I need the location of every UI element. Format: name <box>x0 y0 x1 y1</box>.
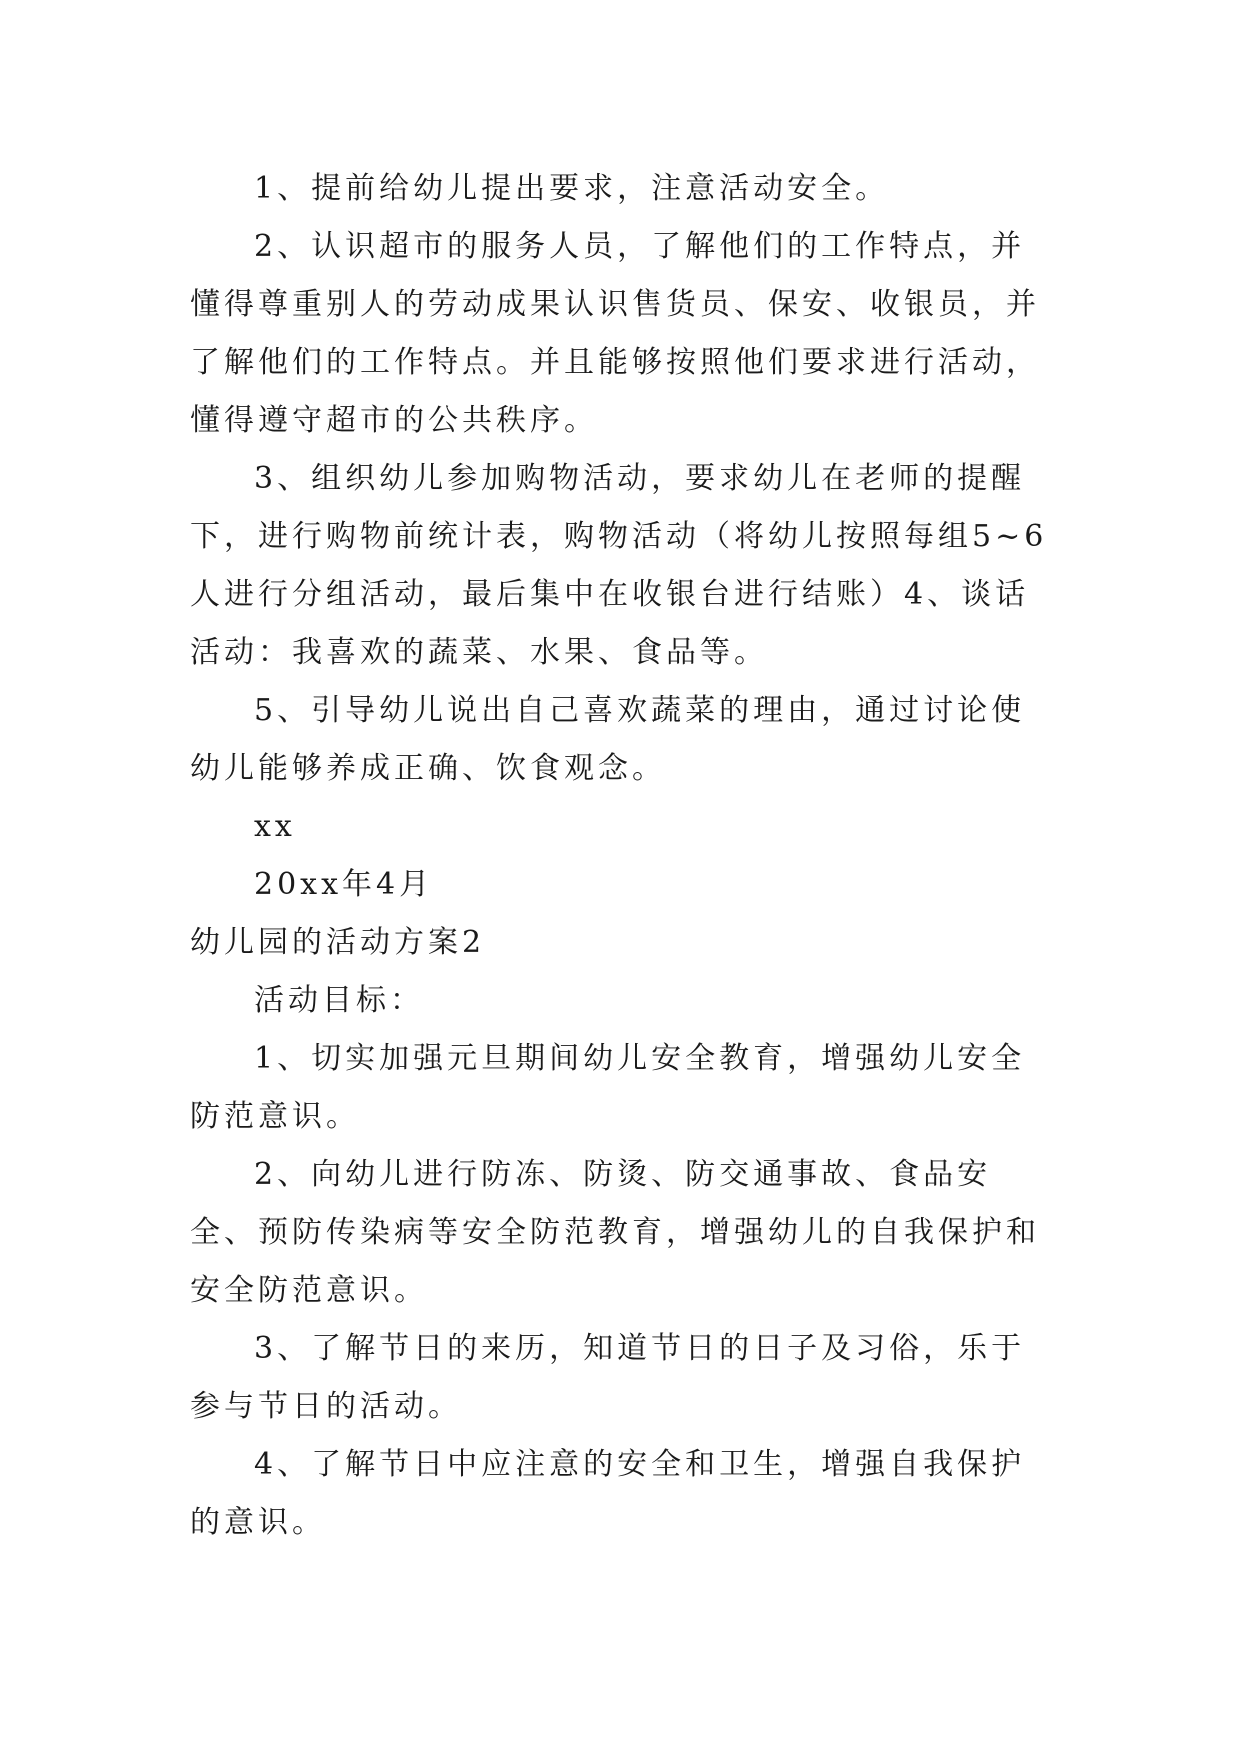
paragraph-vegetable-reasons: 5、引导幼儿说出自己喜欢蔬菜的理由，通过讨论使幼儿能够养成正确、饮食观念。 <box>190 693 1026 786</box>
goal-item: 3、了解节日的来历，知道节日的日子及习俗，乐于参与节日的活动。 <box>190 1331 1026 1424</box>
document-body <box>190 160 1050 1552</box>
goals-heading: 活动目标： <box>254 983 424 1018</box>
signature-name: xx <box>254 809 296 844</box>
section-title: 幼儿园的活动方案2 <box>190 925 486 960</box>
paragraph-shopping-activity: 3、组织幼儿参加购物活动，要求幼儿在老师的提醒下，进行购物前统计表，购物活动（将幼儿按照每组5~6人进行分组活动，最后集中在收银台进行结账）4、谈话活动：我喜欢的蔬菜、水果、食品等。 <box>190 461 1048 670</box>
signature-date: 20xx年4月 <box>254 867 434 902</box>
goal-item: 1、切实加强元旦期间幼儿安全教育，增强幼儿安全防范意识。 <box>190 1041 1026 1134</box>
paragraph-supermarket-staff: 2、认识超市的服务人员，了解他们的工作特点，并懂得尊重别人的劳动成果认识售货员、保安、收银员，并了解他们的工作特点。并且能够按照他们要求进行活动，懂得遵守超市的公共秩序。 <box>190 229 1040 438</box>
goal-item: 4、了解节日中应注意的安全和卫生，增强自我保护的意识。 <box>190 1447 1026 1540</box>
paragraph-requirement-safety: 1、提前给幼儿提出要求，注意活动安全。 <box>254 171 890 206</box>
goal-item: 2、向幼儿进行防冻、防烫、防交通事故、食品安全、预防传染病等安全防范教育，增强幼儿的自我保护和安全防范意识。 <box>190 1157 1040 1308</box>
